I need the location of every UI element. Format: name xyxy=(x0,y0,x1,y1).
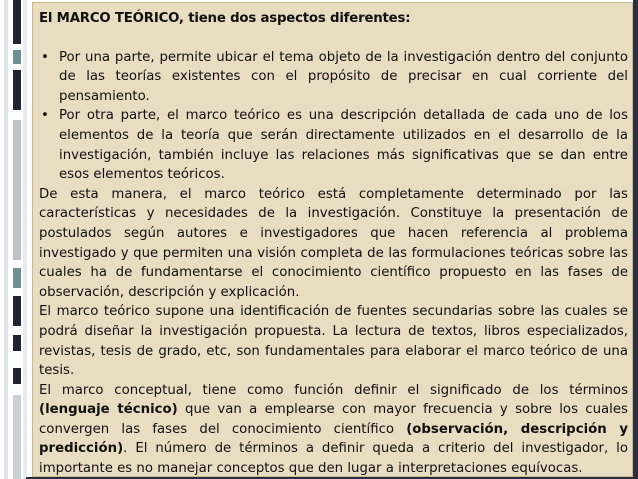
bullet-list xyxy=(39,48,628,185)
text-run: . El número de términos a definir queda a criterio del investigador, lo importante es no manejar conceptos que den lugar a interpretaciones equívocas. xyxy=(39,441,628,477)
bold-term-fases: (observación, descripción y predicción) xyxy=(39,421,628,457)
deco-stripe xyxy=(23,0,27,479)
content-textbox xyxy=(32,2,633,477)
deco-block xyxy=(13,268,21,288)
slide-heading: El MARCO TEÓRICO, tiene dos aspectos diferentes: xyxy=(39,11,411,26)
deco-block xyxy=(13,335,21,351)
deco-block xyxy=(13,120,21,260)
frame-edge-right xyxy=(633,0,638,479)
left-decoration xyxy=(0,0,30,479)
text-run: El marco conceptual, tiene como función definir el significado de los términos xyxy=(39,382,628,398)
bullet-item xyxy=(39,48,628,107)
deco-stripe xyxy=(4,0,8,479)
bullet-text: Por otra parte, el marco teórico es una descripción detallada de cada uno de los elementos de la teoría que serán directamente utilizados en el desarrollo de la investigación, también incluye las relaciones más significativas que se dan entre esos elementos teóricos. xyxy=(59,108,628,183)
paragraph-marco-conceptual xyxy=(39,381,628,479)
bullet-text: Por una parte, permite ubicar el tema objeto de la investigación dentro del conjunto de las teorías existentes con el propósito de precisar en cual corriente del pensamiento. xyxy=(59,49,628,104)
text-run: que van a emplearse con mayor frecuencia y sobre los cuales convergen las fases del conocimiento científico xyxy=(39,402,628,437)
bullet-item xyxy=(39,106,628,184)
deco-block xyxy=(13,395,21,479)
bullet-icon: • xyxy=(41,49,49,65)
deco-block xyxy=(13,0,21,44)
paragraph-fuentes-secundarias: El marco teórico supone una identificación de fuentes secundarias sobre las cuales se podrá diseñar la investigación propuesta. La lectura de textos, libros especializados, revistas, tesis de grado, etc, son fundamentales para elaborar el marco teórico de una tesis. xyxy=(39,304,628,379)
bold-term-lenguaje: (lenguaje técnico) xyxy=(39,402,178,418)
deco-block xyxy=(13,70,21,110)
deco-block xyxy=(13,368,21,384)
deco-block xyxy=(13,296,21,326)
paragraph-marco-determinado: De esta manera, el marco teórico está completamente determinado por las características y necesidades de la investigación. Constituye la presentación de postulados según autores e investigadores que hacen referencia al problema investigado y que permiten una visión completa de las formulaciones teóricas sobre las cuales ha de fundamentarse el conocimiento científico propuesto en las fases de observación, descripción y explicación. xyxy=(39,186,628,300)
bullet-icon: • xyxy=(41,108,49,124)
deco-block xyxy=(13,50,21,64)
